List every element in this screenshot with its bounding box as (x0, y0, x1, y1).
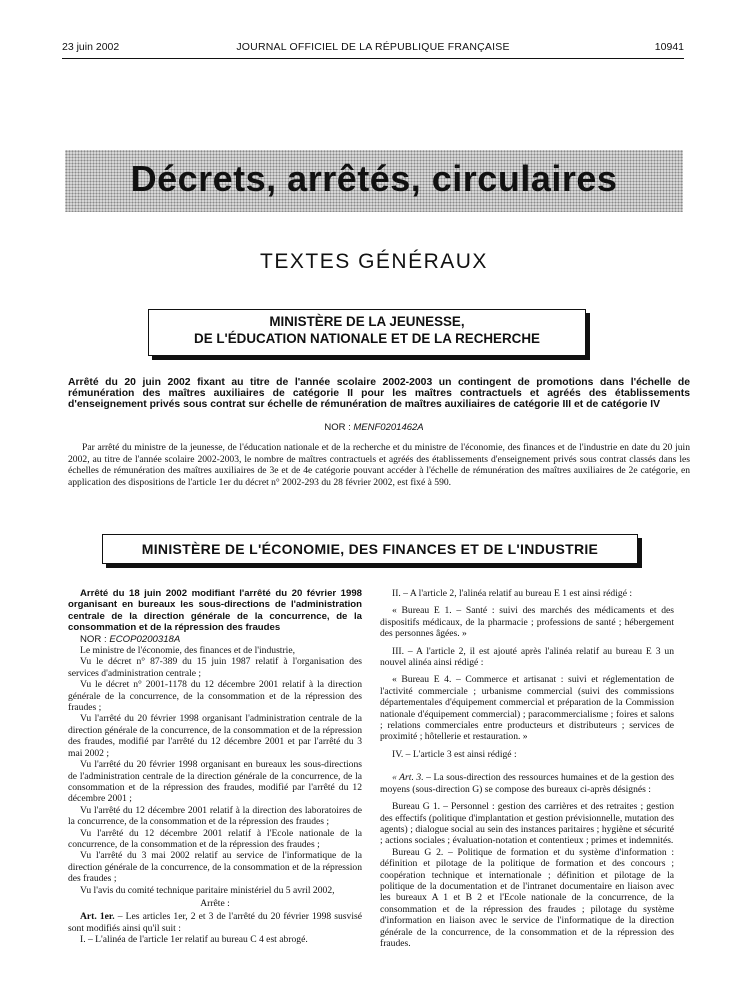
article-3-text: – La sous-direction des ressources humaines et de la gestion des moyens (sous-direction G) se compose des bureaux ci-après désignés : (380, 772, 674, 795)
paragraph: Bureau G 2. – Politique de formation et du système d'information : définition et pilotage de la politique de formation et des concours ; coopération technique et internationale ; définition et pilotage de la politique de la documentation et de l'intranet documentaire en liaison avec les bureaux A 1 et B 2 et l'Ecole nationale de la concurrence, de la consommation et de la répression des fraudes ; pilotage du système d'information en liaison avec le service de l'informatique de la direction générale de la concurrence, de la consommation et de la répression des fraudes. (380, 846, 674, 949)
section-title: TEXTES GÉNÉRAUX (260, 250, 488, 273)
article-1-label: Art. 1er. (80, 911, 115, 923)
paragraph: Vu l'arrêté du 3 mai 2002 relatif au service de l'informatique de la direction générale de la concurrence, de la consommation et de la répression des fraudes ; (68, 850, 362, 885)
banner-title: Décrets, arrêtés, circulaires (130, 158, 618, 199)
ministry-line-2: DE L'ÉDUCATION NATIONALE ET DE LA RECHERCHE (194, 331, 540, 346)
paragraph: Vu le décret n° 2001-1178 du 12 décembre 2001 relatif à la direction générale de la concurrence, de la consommation et de la répression des fraudes ; (68, 679, 362, 714)
header-date: 23 juin 2002 (62, 41, 120, 53)
header-journal-title: JOURNAL OFFICIEL DE LA RÉPUBLIQUE FRANÇAISE (236, 41, 510, 53)
nor-label: NOR : (324, 422, 354, 433)
nor-label: NOR : (80, 633, 110, 645)
nor-code: ECOP0200318A (109, 633, 181, 645)
article-1-text: – Les articles 1er, 2 et 3 de l'arrêté du 20 février 1998 susvisé sont modifiés ainsi qu'il suit : (68, 911, 362, 934)
paragraph: Vu l'arrêté du 12 décembre 2001 relatif à la direction des laboratoires de la concurrence, de la consommation et de la répression des fraudes ; (68, 804, 362, 828)
paragraph: « Bureau E 4. – Commerce et artisanat : suivi et réglementation de l'activité commerciale ; urbanisme commercial (suivi des commissions départementales d'équipement commercial et préparation de la Commission nationale d'équipement commercial) ; paracommercialisme ; foires et salons ; relations commerciales entre producteurs et distributeurs ; services de proximité ; hôtellerie et restauration. » (380, 674, 674, 743)
arrete-1-nor (0, 422, 748, 433)
header-page-number: 10941 (654, 41, 684, 53)
paragraph: IV. – L'article 3 est ainsi rédigé : (392, 748, 517, 760)
article-3-label: « Art. 3. (392, 772, 424, 784)
arrete-2-nor (68, 634, 362, 645)
arrete-1-body: Par arrêté du ministre de la jeunesse, de l'éducation nationale et de la recherche et du ministre de l'économie, des finances et de l'industrie en date du 20 juin 2002, au titre de l'année scolaire 2002-2003, le nombre de maîtres contractuels et agréés des établissements d'enseignement privés sous contrat classés dans les échelles de rémunération des maîtres auxiliaires de 3e et de 4e catégorie pouvant accéder à l'échelle de rémunération des maîtres auxiliaires de 2e catégorie, en application des dispositions de l'article 1er du décret n° 2002-293 du 28 février 2002, est fixé à 590. (68, 442, 690, 488)
page-header (62, 41, 684, 55)
arrete-label: Arrête : (200, 897, 230, 909)
nor-code: MENF0201462A (353, 422, 424, 433)
paragraph: Vu l'arrêté du 12 décembre 2001 relatif à l'Ecole nationale de la concurrence, de la consommation et de la répression des fraudes ; (68, 827, 362, 850)
paragraph: Vu l'avis du comité technique paritaire ministériel du 5 avril 2002, (80, 884, 335, 896)
left-column (68, 588, 362, 946)
item-I: I. – L'alinéa de l'article 1er relatif au bureau C 4 est abrogé. (80, 934, 308, 946)
right-column (380, 588, 674, 949)
arrete-1-title: Arrêté du 20 juin 2002 fixant au titre de l'année scolaire 2002-2003 un contingent de promotions dans l'échelle de rémunération des maîtres auxiliaires de catégorie II pour les maîtres contractuels et agréés des établissements d'enseignement privés sous contrat sur échelle de rémunération de maîtres auxiliaires de catégorie III et de catégorie IV (68, 377, 690, 410)
paragraph: Vu l'arrêté du 20 février 1998 organisant l'administration centrale de la direction générale de la concurrence, de la consommation et de la répression des fraudes, modifié par l'arrêté du 12 décembre 2001 et par l'arrêté du 3 mai 2002 ; (68, 713, 362, 759)
paragraph: II. – A l'article 2, l'alinéa relatif au bureau E 1 est ainsi rédigé : (392, 588, 633, 599)
paragraph: Vu le décret n° 87-389 du 15 juin 1987 relatif à l'organisation des services d'administration centrale ; (68, 656, 362, 679)
article-1 (68, 911, 362, 934)
article-3 (380, 772, 674, 795)
ministry-box-economy (102, 534, 638, 564)
paragraph: Le ministre de l'économie, des finances et de l'industrie, (80, 645, 295, 657)
paragraph: Vu l'arrêté du 20 février 1998 organisant en bureaux les sous-directions de l'administration centrale de la direction générale de la concurrence, de la consommation et de la répression des fraudes, modifié par l'arrêté du 12 décembre 2001 ; (68, 759, 362, 805)
header-rule (62, 58, 684, 59)
paragraph: « Bureau E 1. – Santé : suivi des marchés des médicaments et des dispositifs médicaux, de la pharmacie ; professions de santé ; hébergement des personnes âgées. » (380, 605, 674, 640)
paragraph: III. – A l'article 2, il est ajouté après l'alinéa relatif au bureau E 3 un nouvel alinéa ainsi rédigé : (380, 645, 674, 669)
ministry-line-1: MINISTÈRE DE LA JEUNESSE, (269, 314, 465, 329)
ministry-box-education (148, 309, 586, 356)
ministry-2-title: MINISTÈRE DE L'ÉCONOMIE, DES FINANCES ET DE L'INDUSTRIE (141, 541, 599, 557)
paragraph: Bureau G 1. – Personnel : gestion des carrières et des retraites ; gestion des effectifs (politique d'implantation et gestion prévisionnelle, mutation des agents) ; dialogue social au sein des instances paritaires ; hygiène et sécurité ; actions sociales ; évaluation-notation et contentieux ; primes et indemnités. (380, 801, 674, 847)
arrete-2-title: Arrêté du 18 juin 2002 modifiant l'arrêté du 20 février 1998 organisant en bureaux les sous-directions de l'administration centrale de la direction générale de la concurrence, de la consommation et de la répression des fraudes (68, 588, 362, 634)
section-banner (65, 150, 683, 212)
